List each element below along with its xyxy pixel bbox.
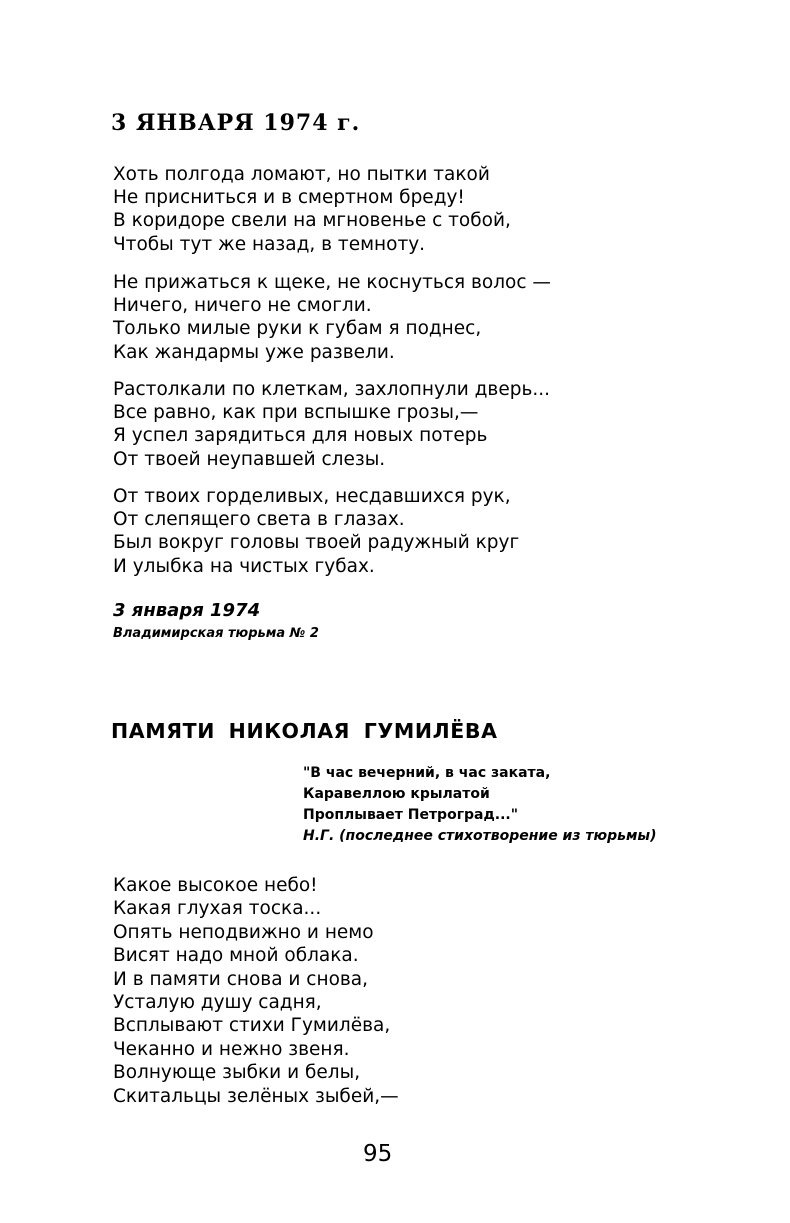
- page-number: 95: [363, 1141, 393, 1167]
- verse-line: Хоть полгода ломают, но пытки такой: [113, 164, 490, 185]
- verse-line: Какая глухая тоска...: [113, 898, 322, 920]
- verse-line: От слепящего света в глазах.: [113, 509, 405, 531]
- verse-line: И улыбка на чистых губах.: [113, 555, 375, 577]
- verse-line: Только милые руки к губам я поднес,: [113, 318, 482, 340]
- epigraph-line: Проплывает Петроград...": [303, 807, 519, 823]
- verse-line: Не прижаться к щеке, не коснуться волос —: [113, 272, 551, 293]
- epigraph: [303, 763, 656, 847]
- poem-title: ПАМЯТИ НИКОЛАЯ ГУМИЛЁВА: [111, 719, 498, 743]
- poem-date: 3 января 1974: [113, 600, 261, 621]
- verse-line: От твоих горделивых, несдавшихся рук,: [113, 486, 511, 507]
- verse-line: Все равно, как при вспышке грозы,—: [113, 402, 479, 424]
- verse-line: От твоей неупавшей слезы.: [113, 448, 386, 470]
- verse-line: Как жандармы уже развели.: [113, 341, 395, 363]
- stanza-1: [113, 163, 511, 256]
- verse-line: В коридоре свели на мгновенье с тобой,: [113, 210, 511, 232]
- verse-line: Чеканно и нежно звеня.: [113, 1038, 350, 1060]
- verse-line: Скитальцы зелёных зыбей,—: [113, 1085, 399, 1107]
- stanza-3: [113, 378, 550, 471]
- verse-line: Висят надо мной облака.: [113, 945, 359, 967]
- verse-line: Был вокруг головы твоей радужный круг: [113, 532, 520, 554]
- poem-place: Владимирская тюрьма № 2: [113, 626, 319, 641]
- poem-body: [113, 874, 399, 1108]
- verse-line: Ничего, ничего не смогли.: [113, 295, 372, 317]
- stanza-2: [113, 271, 551, 364]
- verse-line: Всплывают стихи Гумилёва,: [113, 1015, 391, 1037]
- epigraph-line: "В час вечерний, в час заката,: [303, 765, 551, 781]
- verse-line: Чтобы тут же назад, в темноту.: [113, 233, 426, 255]
- verse-line: Какое высокое небо!: [113, 875, 318, 896]
- epigraph-source: Н.Г. (последнее стихотворение из тюрьмы): [303, 828, 657, 844]
- verse-line: Усталую душу садня,: [113, 991, 322, 1013]
- verse-line: И в памяти снова и снова,: [113, 968, 369, 990]
- verse-line: Я успел зарядиться для новых потерь: [113, 425, 488, 447]
- verse-line: Растолкали по клеткам, захлопнули дверь...: [113, 379, 550, 400]
- poem-title: 3 ЯНВАРЯ 1974 г.: [111, 110, 361, 136]
- epigraph-line: Каравеллою крылатой: [303, 786, 490, 802]
- verse-line: Волнующе зыбки и белы,: [113, 1062, 361, 1084]
- stanza-4: [113, 485, 519, 578]
- verse-line: Опять неподвижно и немо: [113, 921, 374, 943]
- verse-line: Не присниться и в смертном бреду!: [113, 187, 465, 209]
